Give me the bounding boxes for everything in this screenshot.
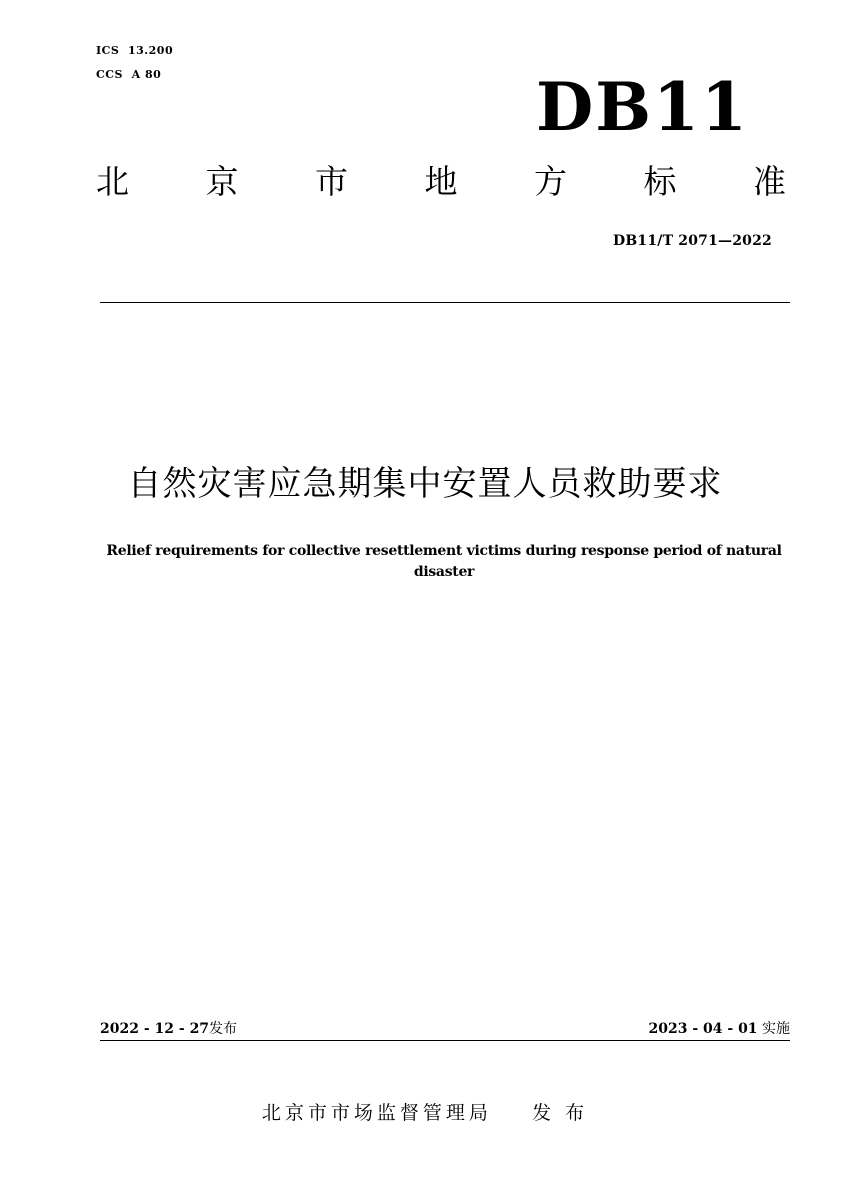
standard-number: DB11/T 2071—2022: [613, 233, 772, 249]
document-title-english: Relief requirements for collective resettlement victims during response period of natural disaster: [106, 543, 782, 580]
db-standard-logo: DB11: [536, 68, 749, 146]
release-label: 发布: [209, 1021, 238, 1037]
implement-date-block: [649, 1018, 791, 1038]
release-date-block: [100, 1018, 237, 1038]
ccs-code: CCS A 80: [96, 68, 162, 81]
standard-type-char: 京: [205, 162, 239, 201]
bottom-divider: [100, 1040, 790, 1041]
standard-type-char: 方: [534, 162, 567, 201]
standard-type-char: 市: [315, 162, 348, 201]
implement-date: 2023 - 04 - 01: [648, 1021, 758, 1037]
document-title-chinese: 自然灾害应急期集中安置人员救助要求: [127, 464, 723, 504]
standard-type-char: 地: [424, 162, 458, 201]
publisher-line: [0, 1098, 850, 1125]
publisher-name: 北京市市场监督管理局: [261, 1102, 492, 1124]
standard-type-heading: [96, 162, 786, 202]
standard-type-char: 准: [753, 162, 786, 201]
publish-label: 发 布: [532, 1102, 589, 1124]
standard-type-char: 标: [643, 162, 677, 201]
ics-code: ICS 13.200: [96, 44, 174, 57]
standard-type-char: 北: [96, 162, 129, 201]
top-divider: [100, 302, 790, 303]
implement-label: 实施: [762, 1021, 790, 1037]
release-date: 2022 - 12 - 27: [100, 1021, 210, 1037]
